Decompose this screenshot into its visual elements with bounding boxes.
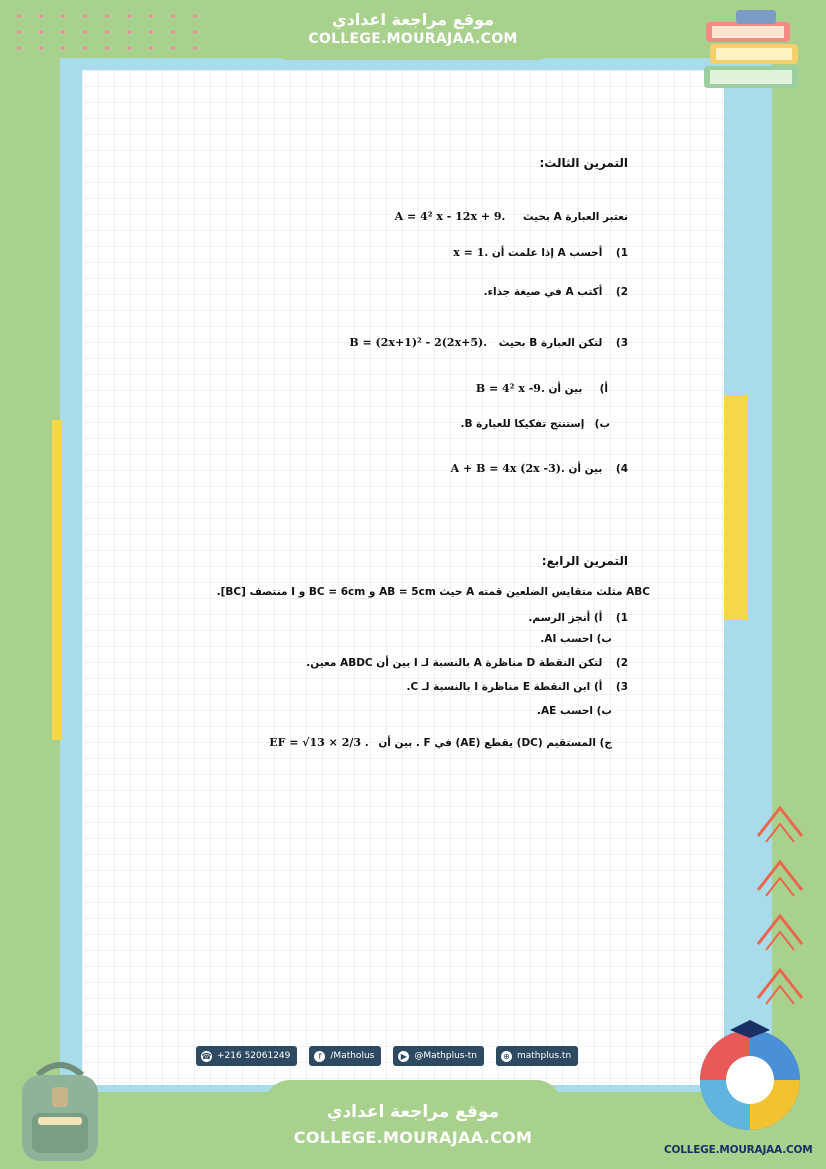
decorative-dots xyxy=(8,8,198,52)
question-text: لتكن العبارة B بحيث xyxy=(498,337,603,349)
question-number: 2) xyxy=(615,286,628,298)
yellow-accent-left xyxy=(52,420,62,740)
question-math: EF = √13 × 2/3 . xyxy=(269,736,369,749)
site-logo-icon xyxy=(696,1020,804,1138)
question-math: x = 1. xyxy=(453,246,489,259)
exercise3-question-1 xyxy=(453,246,628,259)
chevron-up-icon xyxy=(752,846,808,902)
site-banner-top[interactable] xyxy=(264,0,562,60)
question-text: أ) ابن النقطة E مناظرة I بالنسبة لـ C. xyxy=(406,681,603,693)
social-label: +216 52061249 xyxy=(217,1051,291,1061)
site-name: موقع مراجعة اعدادي xyxy=(326,1102,500,1122)
social-label: /Matholus xyxy=(330,1051,375,1061)
social-label: mathplus.tn xyxy=(516,1051,572,1061)
exercise3-question-2 xyxy=(484,286,628,298)
exercise3-question-3b xyxy=(460,418,610,430)
question-text: لتكن النقطة D مناظرة A بالنسبة لـ I بين أن ABDC معين. xyxy=(306,657,603,669)
exercise4-question-3a xyxy=(407,681,628,693)
yellow-accent-right xyxy=(724,395,748,620)
exercise4-question-1a xyxy=(528,612,628,624)
phone-icon: ☎ xyxy=(201,1051,212,1061)
question-number: 3) xyxy=(615,337,628,349)
social-website[interactable] xyxy=(496,1046,578,1066)
exercise4-question-2 xyxy=(306,657,628,669)
question-letter: أ) xyxy=(599,383,608,395)
social-youtube[interactable] xyxy=(393,1046,484,1066)
exercise3-expression-a: A = 4² x - 12x + 9. xyxy=(394,210,506,223)
question-math: B = 4² x -9. xyxy=(475,382,545,395)
exercise3-title: التمرين الثالث: xyxy=(539,156,628,170)
chevron-up-icon xyxy=(752,954,808,1010)
question-text: أكتب A في صيغة جذاء. xyxy=(483,286,603,298)
site-banner-bottom[interactable] xyxy=(264,1080,562,1169)
chevron-up-icon xyxy=(752,900,808,956)
globe-icon: ⊕ xyxy=(501,1051,512,1062)
site-name: موقع مراجعة اعدادي xyxy=(331,10,495,29)
exercise4-question-3c xyxy=(269,736,612,749)
social-facebook[interactable] xyxy=(309,1046,381,1066)
exercise4-question-1b: ب) احسب AI. xyxy=(540,633,612,645)
site-logo-text: COLLEGE.MOURAJAA.COM xyxy=(664,1144,813,1156)
question-text: بين أن xyxy=(568,463,603,475)
question-number: 1) xyxy=(615,247,628,259)
exercise3-expression-b: B = (2x+1)² - 2(2x+5). xyxy=(349,336,488,349)
exercise3-question-3 xyxy=(349,336,628,349)
question-number: 4) xyxy=(615,463,628,475)
site-domain: COLLEGE.MOURAJAA.COM xyxy=(293,1128,533,1147)
backpack-icon xyxy=(8,1055,112,1165)
exercise-sheet xyxy=(82,70,724,1085)
chevron-up-icon xyxy=(752,792,808,848)
question-number: 3) xyxy=(615,681,628,693)
exercise4-title: التمرين الرابع: xyxy=(541,554,628,568)
question-letter: ب) xyxy=(594,418,610,430)
social-label: @Mathplus-tn xyxy=(414,1051,477,1061)
question-text: أحسب A إذا علمت أن xyxy=(491,247,603,259)
question-number: 1) xyxy=(615,612,628,624)
exercise3-intro xyxy=(395,210,628,223)
question-text: إستنتج تفكيكا للعبارة B. xyxy=(460,418,585,430)
exercise4-intro: ABC مثلث متقايس الضلعين قمته A حيث AB = 5cm و BC = 6cm و I منتصف [BC]. xyxy=(216,586,650,598)
question-math: A + B = 4x (2x -3). xyxy=(450,462,565,475)
question-text: ج) المستقيم (DC) يقطع (AE) في F . بين أن xyxy=(378,737,612,749)
question-text: أ) أنجز الرسم. xyxy=(528,612,603,624)
question-text: بين أن xyxy=(548,383,583,395)
exercise3-question-4 xyxy=(451,462,628,475)
question-number: 2) xyxy=(615,657,628,669)
site-domain: COLLEGE.MOURAJAA.COM xyxy=(308,31,518,47)
exercise3-intro-text: نعتبر العبارة A بحيث xyxy=(523,211,628,223)
social-links-bar xyxy=(196,1046,596,1066)
social-phone[interactable] xyxy=(196,1046,297,1066)
exercise4-question-3b: ب) احسب AE. xyxy=(537,705,612,717)
youtube-icon: ▶ xyxy=(398,1051,409,1062)
facebook-icon: f xyxy=(314,1051,325,1062)
exercise3-question-3a xyxy=(476,382,608,395)
